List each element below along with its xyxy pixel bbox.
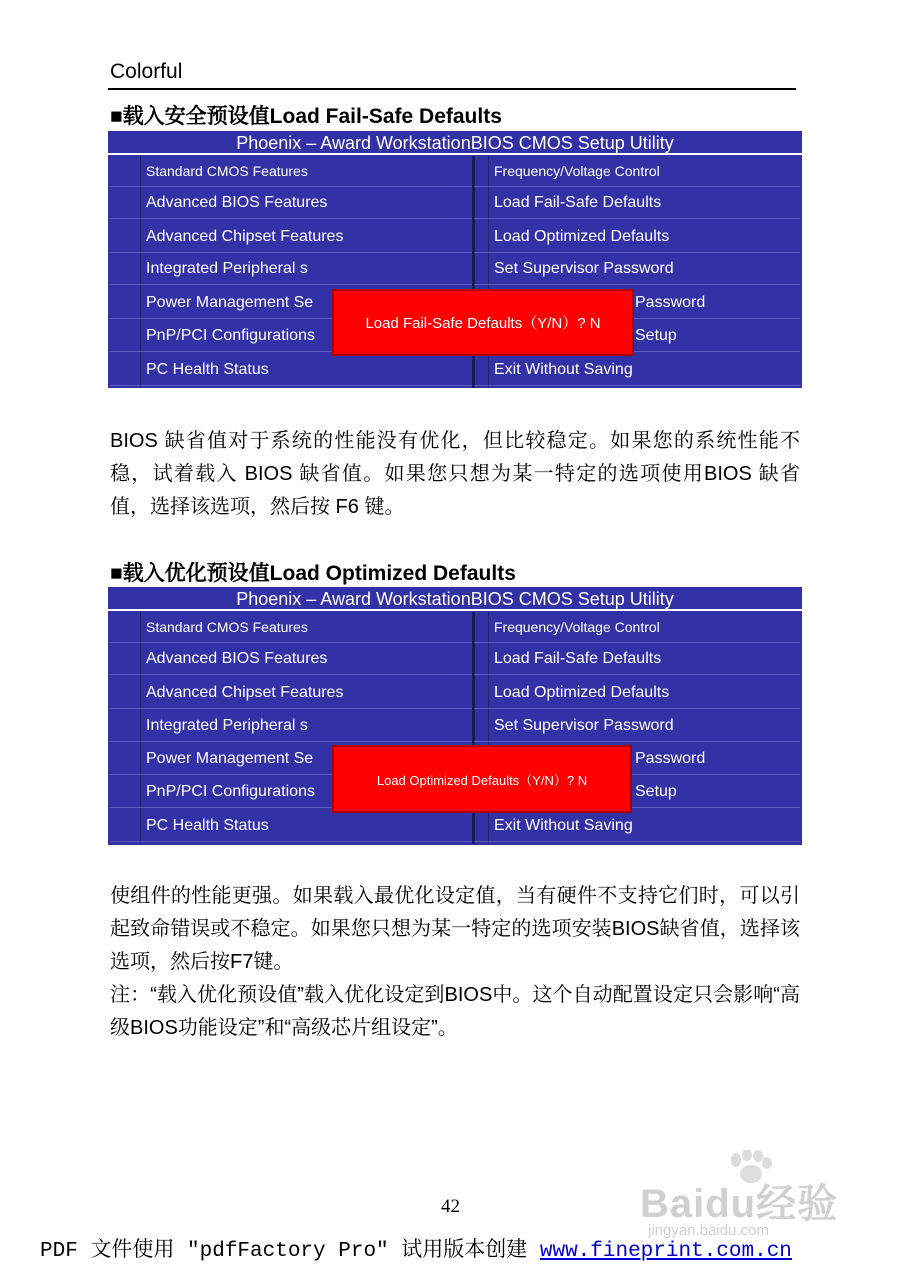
menu-item-advanced-chipset[interactable]: Advanced Chipset Features [110,678,472,709]
page-number: 42 [441,1196,460,1217]
pdf-footer [40,1233,792,1263]
menu-item-pc-health[interactable]: PC Health Status [110,811,472,842]
menu-item-pnp-pci[interactable]: PnP/PCI Configurations [110,321,472,352]
menu-item-save-exit[interactable]: Setup [474,777,800,808]
bios-menu-panel [108,156,802,388]
menu-item-frequency-voltage[interactable]: Frequency/Voltage Control [474,612,800,643]
menu-item-advanced-bios[interactable]: Advanced BIOS Features [110,644,472,675]
footer-link[interactable]: www.fineprint.com.cn [539,1240,792,1263]
menu-item-power-management[interactable]: Power Management Se [110,744,472,775]
menu-item-pnp-pci[interactable]: PnP/PCI Configurations [110,777,472,808]
menu-item-supervisor-password[interactable]: Set Supervisor Password [474,254,800,285]
menu-item-integrated-peripherals[interactable]: Integrated Peripheral s [110,711,472,742]
menu-item-load-failsafe[interactable]: Load Fail-Safe Defaults [474,188,800,219]
brand-header: Colorful [110,60,183,83]
menu-item-frequency-voltage[interactable]: Frequency/Voltage Control [474,156,800,187]
menu-item-standard-cmos[interactable]: Standard CMOS Features [110,156,472,187]
menu-item-power-management[interactable]: Power Management Se [110,288,472,319]
menu-item-load-optimized[interactable]: Load Optimized Defaults [474,678,800,709]
watermark-sub: jingyan.baidu.com [648,1222,769,1239]
menu-item-supervisor-password[interactable]: Set Supervisor Password [474,711,800,742]
confirm-dialog-optimized[interactable] [332,745,632,813]
confirm-dialog-failsafe[interactable] [332,289,634,356]
menu-item-load-failsafe[interactable]: Load Fail-Safe Defaults [474,644,800,675]
footer-text: PDF 文件使用 "pdfFactory Pro" 试用版本创建 [40,1240,540,1263]
menu-item-load-optimized[interactable]: Load Optimized Defaults [474,222,800,253]
menu-item-advanced-bios[interactable]: Advanced BIOS Features [110,188,472,219]
watermark-main: Baidu经验 [640,1182,839,1226]
note-text: 注：“载入优化预设值”载入优化设定到BIOS中。这个自动配置设定只会影响“高级BIOS功能设定”和“高级芯片组设定”。 [110,984,800,1039]
paragraph-text: 使组件的性能更强。如果载入最优化设定值，当有硬件不支持它们时，可以引起致命错误或不稳定。如果您只想为某一特定的选项安装BIOS缺省值，选择该选项，然后按F7键。 [110,885,800,973]
menu-item-pc-health[interactable]: PC Health Status [110,355,472,386]
menu-item-user-password[interactable]: Password [474,288,800,319]
menu-item-user-password[interactable]: Password [474,744,800,775]
paragraph-optimized [110,880,800,1045]
header-rule [108,88,796,90]
section-title-failsafe: ■载入安全预设值Load Fail-Safe Defaults [110,105,502,128]
dialog-text: Load Optimized Defaults（Y/N）? N [376,772,588,788]
bios-title: Phoenix – Award WorkstationBIOS CMOS Setup Utility [108,587,802,611]
section-title-optimized: ■载入优化预设值Load Optimized Defaults [110,562,516,585]
menu-item-advanced-chipset[interactable]: Advanced Chipset Features [110,222,472,253]
bios-screen-optimized [108,587,802,845]
menu-item-integrated-peripherals[interactable]: Integrated Peripheral s [110,254,472,285]
dialog-text: Load Fail-Safe Defaults（Y/N）? N [365,315,601,332]
menu-item-standard-cmos[interactable]: Standard CMOS Features [110,612,472,643]
menu-item-save-exit[interactable]: Setup [474,321,800,352]
menu-item-exit-without-saving[interactable]: Exit Without Saving [474,355,800,386]
bios-screen-failsafe [108,131,802,388]
bios-menu-panel [108,612,802,844]
paragraph-failsafe [110,425,800,524]
menu-item-exit-without-saving[interactable]: Exit Without Saving [474,811,800,842]
paragraph-text: BIOS 缺省值对于系统的性能没有优化，但比较稳定。如果您的系统性能不稳，试着载入 BIOS 缺省值。如果您只想为某一特定的选项使用BIOS 缺省值，选择该选项，然后按 F6 键。 [110,430,800,518]
bios-title: Phoenix – Award WorkstationBIOS CMOS Setup Utility [108,131,802,155]
